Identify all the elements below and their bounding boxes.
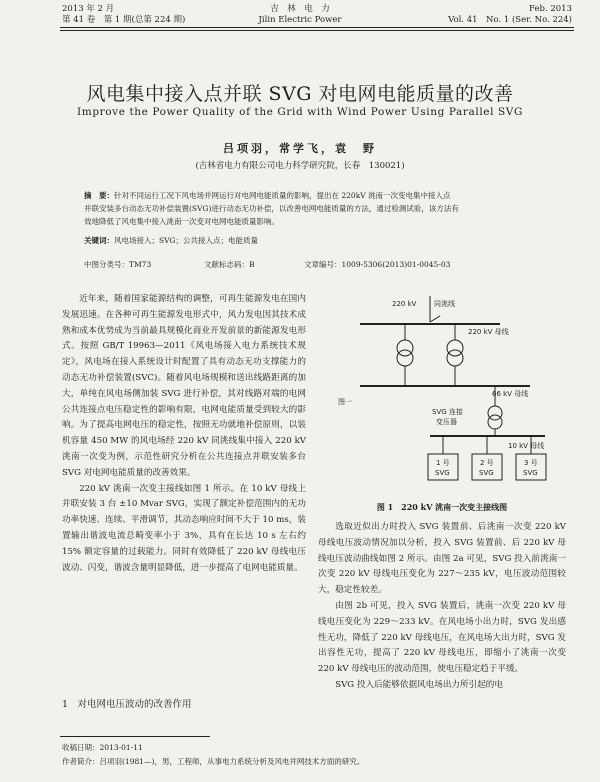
label-220kv: 220 kV: [392, 300, 417, 308]
paper-title: 风电集中接入点并联 SVG 对电网电能质量的改善: [86, 83, 514, 105]
label-figure-side: 图一: [338, 398, 352, 406]
journal-name: [250, 4, 350, 26]
transformer-2-secondary: [447, 350, 463, 366]
paragraph-main-wiring: 220 kV 洮南一次变主接线如图 1 所示。在 10 kV 母线上并联安装 3 台 ±10 Mvar SVG，实现了额定补偿范围内的无功功率快速、连续、平滑调节，其动态响应时间不大于 10 ms，装置输出谐波电流总畸变率小于 3%，具有在长达 10 s 左右约 15% 额定容量的过载能力。同时有效降低了 220 kV 母线电压波动、闪变，谐波含量明显降低，进一步提高了电网电能质量。: [62, 483, 306, 573]
keywords-label: 关键词：: [84, 236, 114, 245]
header-volume-en: Vol. 41 No. 1 (Ser. No. 224): [448, 15, 572, 25]
clc-number: 中图分类号：TM73: [84, 260, 152, 269]
header-journal-en: Jilin Electric Power: [258, 15, 342, 25]
body-column-left: [62, 292, 306, 576]
body-column-right: [318, 520, 566, 694]
abstract-line-2: 并联安装多台动态无功补偿装置(SVG)进行动态无功补偿，以改善电网电能质量的方法，通过检测试验，该方法有: [84, 204, 459, 213]
label-svg-transformer-1: SVG 连接: [432, 408, 463, 416]
abstract-label: 摘 要：: [84, 191, 114, 200]
paper-authors: 吕项羽，常学飞，袁 野: [223, 142, 377, 155]
label-bus-220kv: 220 kV 母线: [468, 328, 509, 336]
paragraph-after-svg: 由图 2b 可见，投入 SVG 装置后，洮南一次变 220 kV 母线电压变化为 229～233 kV。在风电场小出力时，SVG 发出感性无功，降低了 220 kV 母线电压，在风电场大出力时，SVG 发出容性无功，提高了 220 kV 母线电压，即缩小了洮南一次变 220 kV 母线电压的波动范围，使电压稳定趋于平缓。: [318, 600, 566, 675]
article-number: 文章编号：1009-5306(2013)01-0045-03: [304, 260, 451, 269]
label-svg3-name: SVG: [523, 469, 538, 477]
journal-date-issue-en: [448, 4, 572, 26]
label-bus-10kv: 10 kV 母线: [508, 442, 545, 450]
label-svg1-number: 1 号: [436, 459, 450, 467]
header-date-en: Feb. 2013: [529, 4, 572, 14]
classification-line: [84, 259, 554, 271]
keywords: [84, 235, 554, 247]
transformer-1-primary: [397, 340, 413, 356]
header-date: 2013 年 2 月: [62, 4, 115, 14]
label-tongtao-line: 同洮线: [434, 300, 455, 308]
journal-date-issue: [62, 4, 185, 26]
main-wiring-diagram: [330, 296, 570, 496]
received-date: 收稿日期：2013-01-11: [62, 743, 143, 752]
transformer-2-primary: [447, 340, 463, 356]
svg-transformer-secondary: [488, 415, 502, 429]
svg-transformer-primary: [488, 406, 502, 420]
label-svg3-number: 3 号: [524, 459, 538, 467]
paragraph-continued: SVG 投入后能够依据风电场出力所引起的电: [335, 679, 503, 690]
figure-1-caption: 图 1 220 kV 洮南一次变主接线图: [376, 502, 508, 512]
abstract-line-3: 效地降低了风电集中接入洮南一次变对电网电能质量影响。: [84, 217, 279, 226]
paragraph-intro: 近年来，随着国家能源结构的调整，可再生能源发电在国内发展迅速。在各种可再生能源发电形式中，风力发电因其技术成熟和成本优势成为当前最具规模化商业开发前景的新能源发电形式。按照 GB/T 19963—2011《风电场接入电力系统技术规定》，风电场在接入系统设计时配置了具有动态无功支撑能力的动态无功补偿装置(SVC)。随着风电场规模和送出线路距离的加大，单纯在风电场侧加装 SVG 进行补偿，其对线路对端的电网公共连接点电压稳定性的影响有限，电网电能质量受到较大的影响。为了提高电网电压的稳定性，按照无功就地补偿原则，以装机容量 450 MW 的风电场经 220 kV 同洮线集中接入 220 kV 洮南一次变为例，示范性研究分析在公共连接点并联安装多台 SVG 对电网电能质量的改善效果。: [62, 294, 306, 478]
keywords-text: 风电场接入；SVG；公共接入点；电能质量: [114, 236, 259, 245]
label-bus-66kv: 66 kV 母线: [492, 390, 529, 398]
abstract-text-1: 针对不同运行工况下风电场并网运行对电网电能质量的影响，提出在 220kV 洮南一次变电集中接入点: [114, 191, 451, 200]
label-svg-transformer-2: 变压器: [436, 418, 457, 426]
header-journal-cn: 吉 林 电 力: [270, 4, 330, 14]
author-bio: 作者简介：吕项羽(1981—)，男，工程师，从事电力系统分析及风电并网技术方面的研究。: [62, 757, 365, 766]
section-heading-1: 1 对电网电压波动的改善作用: [62, 699, 192, 710]
transformer-1-secondary: [397, 350, 413, 366]
paper-affiliation: (吉林省电力有限公司电力科学研究院，长春 130021): [195, 161, 405, 171]
paragraph-before-svg: 选取近似出力时投入 SVG 装置前、后洮南一次变 220 kV 母线电压波动情况加以分析，投入 SVG 装置前、后 220 kV 母线电压波动曲线如图 2 所示。由图 2a 可见，SVG 投入前洮南一次变 220 kV 母线电压变化为 227～235 kV，电压波动范围较大，稳定性较差。: [318, 522, 566, 596]
label-svg1-name: SVG: [435, 469, 450, 477]
header-rule: [60, 27, 574, 28]
footnote-rule: [60, 736, 210, 737]
paper-title-english: Improve the Power Quality of the Grid with Wind Power Using Parallel SVG: [77, 106, 523, 118]
header-volume: 第 41 卷 第 1 期(总第 224 期): [62, 15, 186, 25]
document-code: 文献标志码：B: [204, 260, 255, 269]
abstract-line-1: [84, 190, 554, 202]
label-svg2-name: SVG: [479, 469, 494, 477]
header-rule-thin: [60, 30, 574, 31]
label-svg2-number: 2 号: [480, 459, 494, 467]
incoming-line-arrow: [430, 316, 440, 322]
